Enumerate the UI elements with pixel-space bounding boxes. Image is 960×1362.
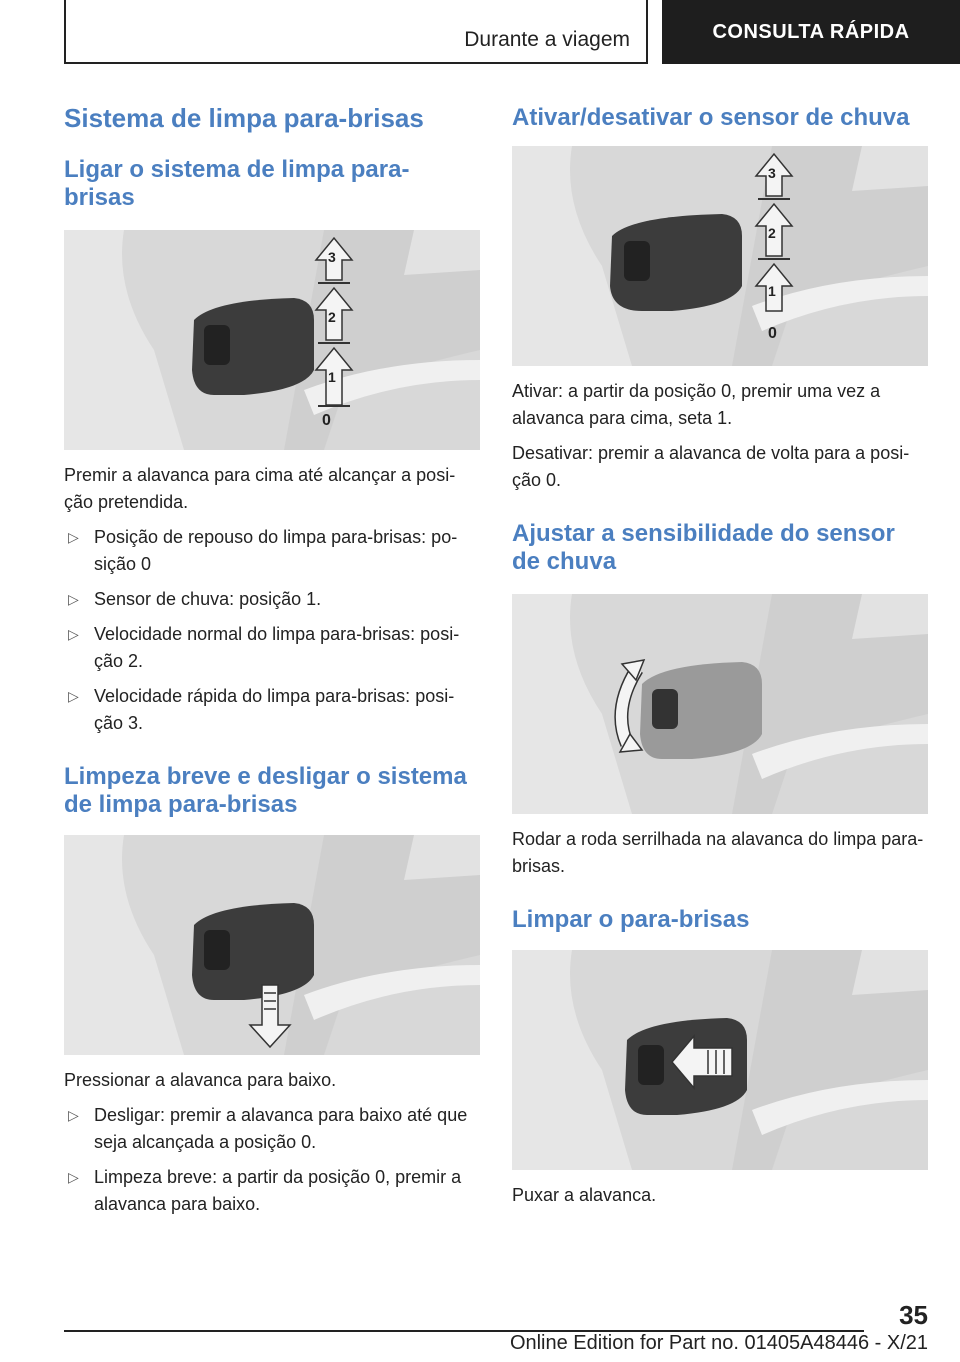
left-column [64, 102, 480, 1218]
header-tab-quick-reference[interactable]: CONSULTA RÁPIDA [662, 0, 960, 64]
label-position-0: 0 [322, 412, 331, 429]
bullet-triangle-icon: ▷ [68, 626, 79, 642]
paragraph-turn-on-intro: Premir a alavanca para cima até alcançar a posi‐ção pretendida. [64, 465, 456, 512]
figure-rain-sensor-positions [512, 146, 928, 366]
header-section-title: Durante a viagem [464, 28, 630, 51]
bullet-item: ▷ Velocidade normal do limpa para-brisas: posi‐ção 2. [64, 621, 480, 675]
bullet-item: ▷ Limpeza breve: a partir da posição 0, premir a alavanca para baixo. [64, 1164, 480, 1218]
heading-clean-windscreen: Limpar o para-brisas [512, 906, 750, 933]
paragraph-deactivate: Desativar: premir a alavanca de volta para a posi‐ção 0. [512, 443, 910, 490]
paragraph-rotate-wheel: Rodar a roda serrilhada na alavanca do limpa para-brisas. [512, 829, 924, 876]
page-title: Sistema de limpa para-brisas [64, 103, 424, 133]
bullet-item: ▷ Posição de repouso do limpa para-brisas: po‐sição 0 [64, 524, 480, 578]
page-number: 35 [899, 1300, 928, 1330]
heading-turn-on-wipers: Ligar o sistema de limpa para-brisas [64, 156, 410, 211]
bullet-triangle-icon: ▷ [68, 1169, 79, 1185]
label-position-2: 2 [768, 225, 776, 241]
label-position-3: 3 [328, 249, 336, 265]
heading-rain-sensor-toggle: Ativar/desativar o sensor de chuva [512, 104, 910, 131]
heading-brief-wipe-turn-off: Limpeza breve e desligar o sistema de limpa para-brisas [64, 763, 467, 818]
label-position-2: 2 [328, 309, 336, 325]
label-position-1: 1 [768, 283, 776, 299]
paragraph-press-down: Pressionar a alavanca para baixo. [64, 1070, 337, 1090]
right-column [512, 104, 928, 1209]
bullet-triangle-icon: ▷ [68, 688, 79, 704]
label-position-3: 3 [768, 165, 776, 181]
bullet-triangle-icon: ▷ [68, 529, 79, 545]
paragraph-activate: Ativar: a partir da posição 0, premir uma vez a alavanca para cima, seta 1. [512, 381, 881, 428]
paragraph-pull-stalk: Puxar a alavanca. [512, 1185, 657, 1205]
bullet-triangle-icon: ▷ [68, 1107, 79, 1123]
bullet-triangle-icon: ▷ [68, 591, 79, 607]
figure-wiper-stalk-down [64, 835, 480, 1055]
heading-sensor-sensitivity: Ajustar a sensibilidade do sensor de chuva [512, 520, 895, 575]
bullet-item: ▷ Desligar: premir a alavanca para baixo até que seja alcançada a posição 0. [64, 1102, 480, 1156]
bullet-item: ▷ Velocidade rápida do limpa para-brisas: posi‐ção 3. [64, 683, 480, 737]
label-position-0: 0 [768, 325, 777, 342]
bullet-item: ▷ Sensor de chuva: posição 1. [64, 586, 480, 613]
footer-edition: Online Edition for Part no. 01405A48446 - X/21 [509, 1332, 928, 1354]
label-position-1: 1 [328, 369, 336, 385]
figure-pull-stalk [512, 950, 928, 1170]
figure-knurled-wheel [512, 594, 928, 814]
figure-wiper-stalk-positions [64, 230, 480, 450]
